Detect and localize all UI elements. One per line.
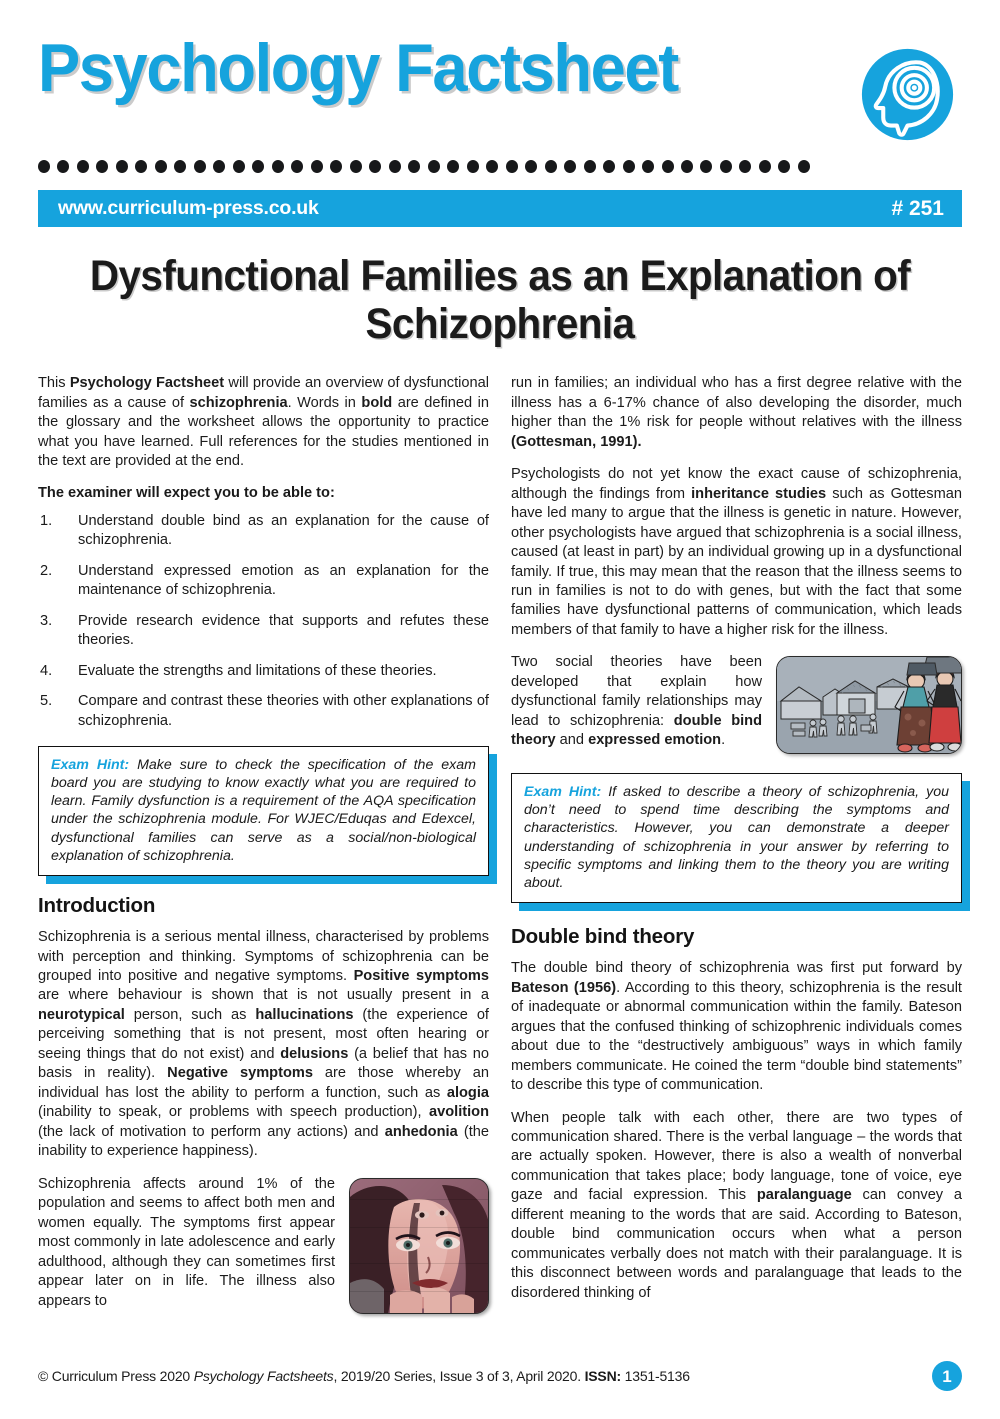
divider-dot (428, 160, 440, 173)
left-column (38, 374, 489, 1324)
prevalence-paragraph: Schizophrenia affects around 1% of the population and seems to affect both men and women equally. The symptoms first appear most commonly in late adolescence and early adulthood, although they can sometimes first appear later on in life. The illness also appears to (38, 1175, 335, 1309)
head-brain-target-icon (859, 46, 956, 143)
footer (38, 1361, 962, 1391)
masthead (38, 0, 962, 150)
divider-dot (116, 160, 128, 173)
dotted-divider (38, 158, 810, 174)
exam-hint-box (38, 746, 489, 877)
continued-paragraph: run in families; an individual who has a first degree relative with the illness has a 6-17% chance of also developing the disorder, much higher than the 1% risk for people without relatives with the illness (Gottesman, 1991). (511, 375, 962, 450)
exam-hint-left (38, 746, 489, 877)
divider-dot (681, 160, 693, 173)
divider-dot (369, 160, 381, 173)
two-theories-paragraph: Two social theories have been developed that explain how dysfunctional family relationships may lead to schizophrenia: double bind theory and expressed emotion. (511, 654, 763, 749)
divider-dot (564, 160, 576, 173)
divider-dot (389, 160, 401, 173)
divider-dot (486, 160, 498, 173)
issue-number: # 251 (891, 196, 944, 220)
list-item: Provide research evidence that supports and refutes these theories. (78, 612, 489, 649)
divider-dot (408, 160, 420, 173)
divider-dot (135, 160, 147, 173)
divider-dot (252, 160, 264, 173)
divider-dot (57, 160, 69, 173)
divider-dot (759, 160, 771, 173)
exam-hint-right (511, 773, 962, 904)
divider-dot (798, 160, 810, 173)
list-item: Understand double bind as an explanation for the cause of schizophrenia. (78, 512, 489, 549)
divider-dot (525, 160, 537, 173)
right-column (511, 374, 962, 1324)
page-title: Dysfunctional Families as an Explanation of Schizophrenia (89, 252, 911, 349)
exam-hint-label: Exam Hint: (524, 783, 602, 800)
divider-dot (96, 160, 108, 173)
divider-dot (584, 160, 596, 173)
page-number-badge: 1 (932, 1361, 962, 1391)
divider-dot (155, 160, 167, 173)
intro-paragraph: This Psychology Factsheet will provide an overview of dysfunctional families as a cause of schizophrenia. Words in bold are defined in the glossary and the worksheet allows the opportunity to practice what you have learned. Full references for the studies mentioned in the text are provided at the end. (38, 375, 489, 470)
divider-dot (506, 160, 518, 173)
divider-dot (642, 160, 654, 173)
footer-copyright: © Curriculum Press 2020 Psychology Factsheets, 2019/20 Series, Issue 3 of 3, April 2020. ISSN: 1351-5136 (38, 1368, 690, 1384)
divider-dot (467, 160, 479, 173)
objectives-list (38, 512, 489, 732)
exam-hint-box (511, 773, 962, 904)
divider-dot (662, 160, 674, 173)
exam-hint-text: If asked to describe a theory of schizophrenia, you don’t need to spend time describing the symptoms and characteristics. However, you can demonstrate a deeper understanding of schizophrenia in your answer by referring to specific symptoms and linking them to the theory you are writing about. (524, 783, 949, 891)
figure-split-face (349, 1178, 489, 1314)
divider-dot (330, 160, 342, 173)
cause-paragraph: Psychologists do not yet know the exact cause of schizophrenia, although the findings from inheritance studies such as Gottesman have led many to argue that the illness is genetic in nature. However, other psychologists have argued that schizophrenia is a social illness, caused (at least in part) by an individual growing up in a dysfunctional family. If true, this may mean that the reason that the illness seems to run in families is not to do with genes, but with the fact that some families have dysfunctional patterns of communication, which leads members of that family to have a higher risk for the illness. (511, 466, 962, 638)
divider-dot (291, 160, 303, 173)
divider-dot (233, 160, 245, 173)
divider-dot (700, 160, 712, 173)
website-url[interactable]: www.curriculum-press.co.uk (58, 197, 319, 219)
exam-hint-text: Make sure to check the specification of the exam board you are studying to know exactly what you are required to learn. Family dysfunction is a requirement of the AQA specification under the schizophrenia module. For WJEC/Eduqas and Edexcel, dysfunctional families can serve as a social/non-biological explanation of schizophrenia. (51, 756, 476, 864)
family-arguing-village-illustration (776, 656, 962, 754)
split-face-schizophrenia-illustration (349, 1178, 489, 1314)
list-item: Compare and contrast these theories with other explanations of schizophrenia. (78, 693, 489, 730)
objectives-heading: The examiner will expect you to be able to: (38, 484, 335, 501)
figure-family (776, 656, 962, 754)
brand-title: Psychology Factsheet (38, 30, 678, 106)
divider-dot (545, 160, 557, 173)
divider-dot (311, 160, 323, 173)
divider-dot (272, 160, 284, 173)
divider-dot (174, 160, 186, 173)
divider-dot (350, 160, 362, 173)
list-item: Understand expressed emotion as an explanation for the maintenance of schizophrenia. (78, 562, 489, 599)
exam-hint-label: Exam Hint: (51, 756, 130, 773)
url-issue-bar (38, 190, 962, 227)
divider-dot (213, 160, 225, 173)
two-column-body (38, 374, 962, 1324)
introduction-heading: Introduction (38, 894, 156, 918)
double-bind-paragraph-2: When people talk with each other, there are two types of communication shared. There is the verbal language – the words that are actually spoken. However, there is also a wealth of nonverbal communication that takes place; body language, tone of voice, eye gaze and facial expression. This paralanguage can convey a different meaning to the words that are said. According to Bateson, double bind communication occurs when what a person communicates verbally does not match with their paralanguage. It is this disconnect between words and paralanguage that leads to the disordered thinking of (511, 1109, 962, 1301)
double-bind-heading: Double bind theory (511, 925, 695, 949)
divider-dot (38, 160, 50, 173)
divider-dot (603, 160, 615, 173)
divider-dot (447, 160, 459, 173)
divider-dot (623, 160, 635, 173)
divider-dot (77, 160, 89, 173)
divider-dot (194, 160, 206, 173)
divider-dot (739, 160, 751, 173)
list-item: Evaluate the strengths and limitations of these theories. (78, 662, 437, 679)
divider-dot (778, 160, 790, 173)
double-bind-paragraph-1: The double bind theory of schizophrenia was first put forward by Bateson (1956). According to this theory, schizophrenia is the result of inadequate or abnormal communication within the family. Bateson argues that the confused thinking of schizophrenic individuals comes about due to the “destructively ambiguous” ways in which family members communicate. He coined the term “double bind statements” to describe this type of communication. (511, 960, 962, 1094)
divider-dot (720, 160, 732, 173)
introduction-paragraph: Schizophrenia is a serious mental illness, characterised by problems with perception and thinking. Symptoms of schizophrenia can be grouped into positive and negative symptoms. Positive symptoms are where behaviour is shown that is not usually present in a neurotypical person, such as hallucinations (the experience of perceiving something that is not present, most often hearing or seeing things that do not exist) and delusions (a belief that has no basis in reality). Negative symptoms are those whereby an individual has lost the ability to perform a function, such as alogia (inability to speak, or problems with speech production), avolition (the lack of motivation to perform any actions) and anhedonia (the inability to experience happiness). (38, 929, 490, 1160)
